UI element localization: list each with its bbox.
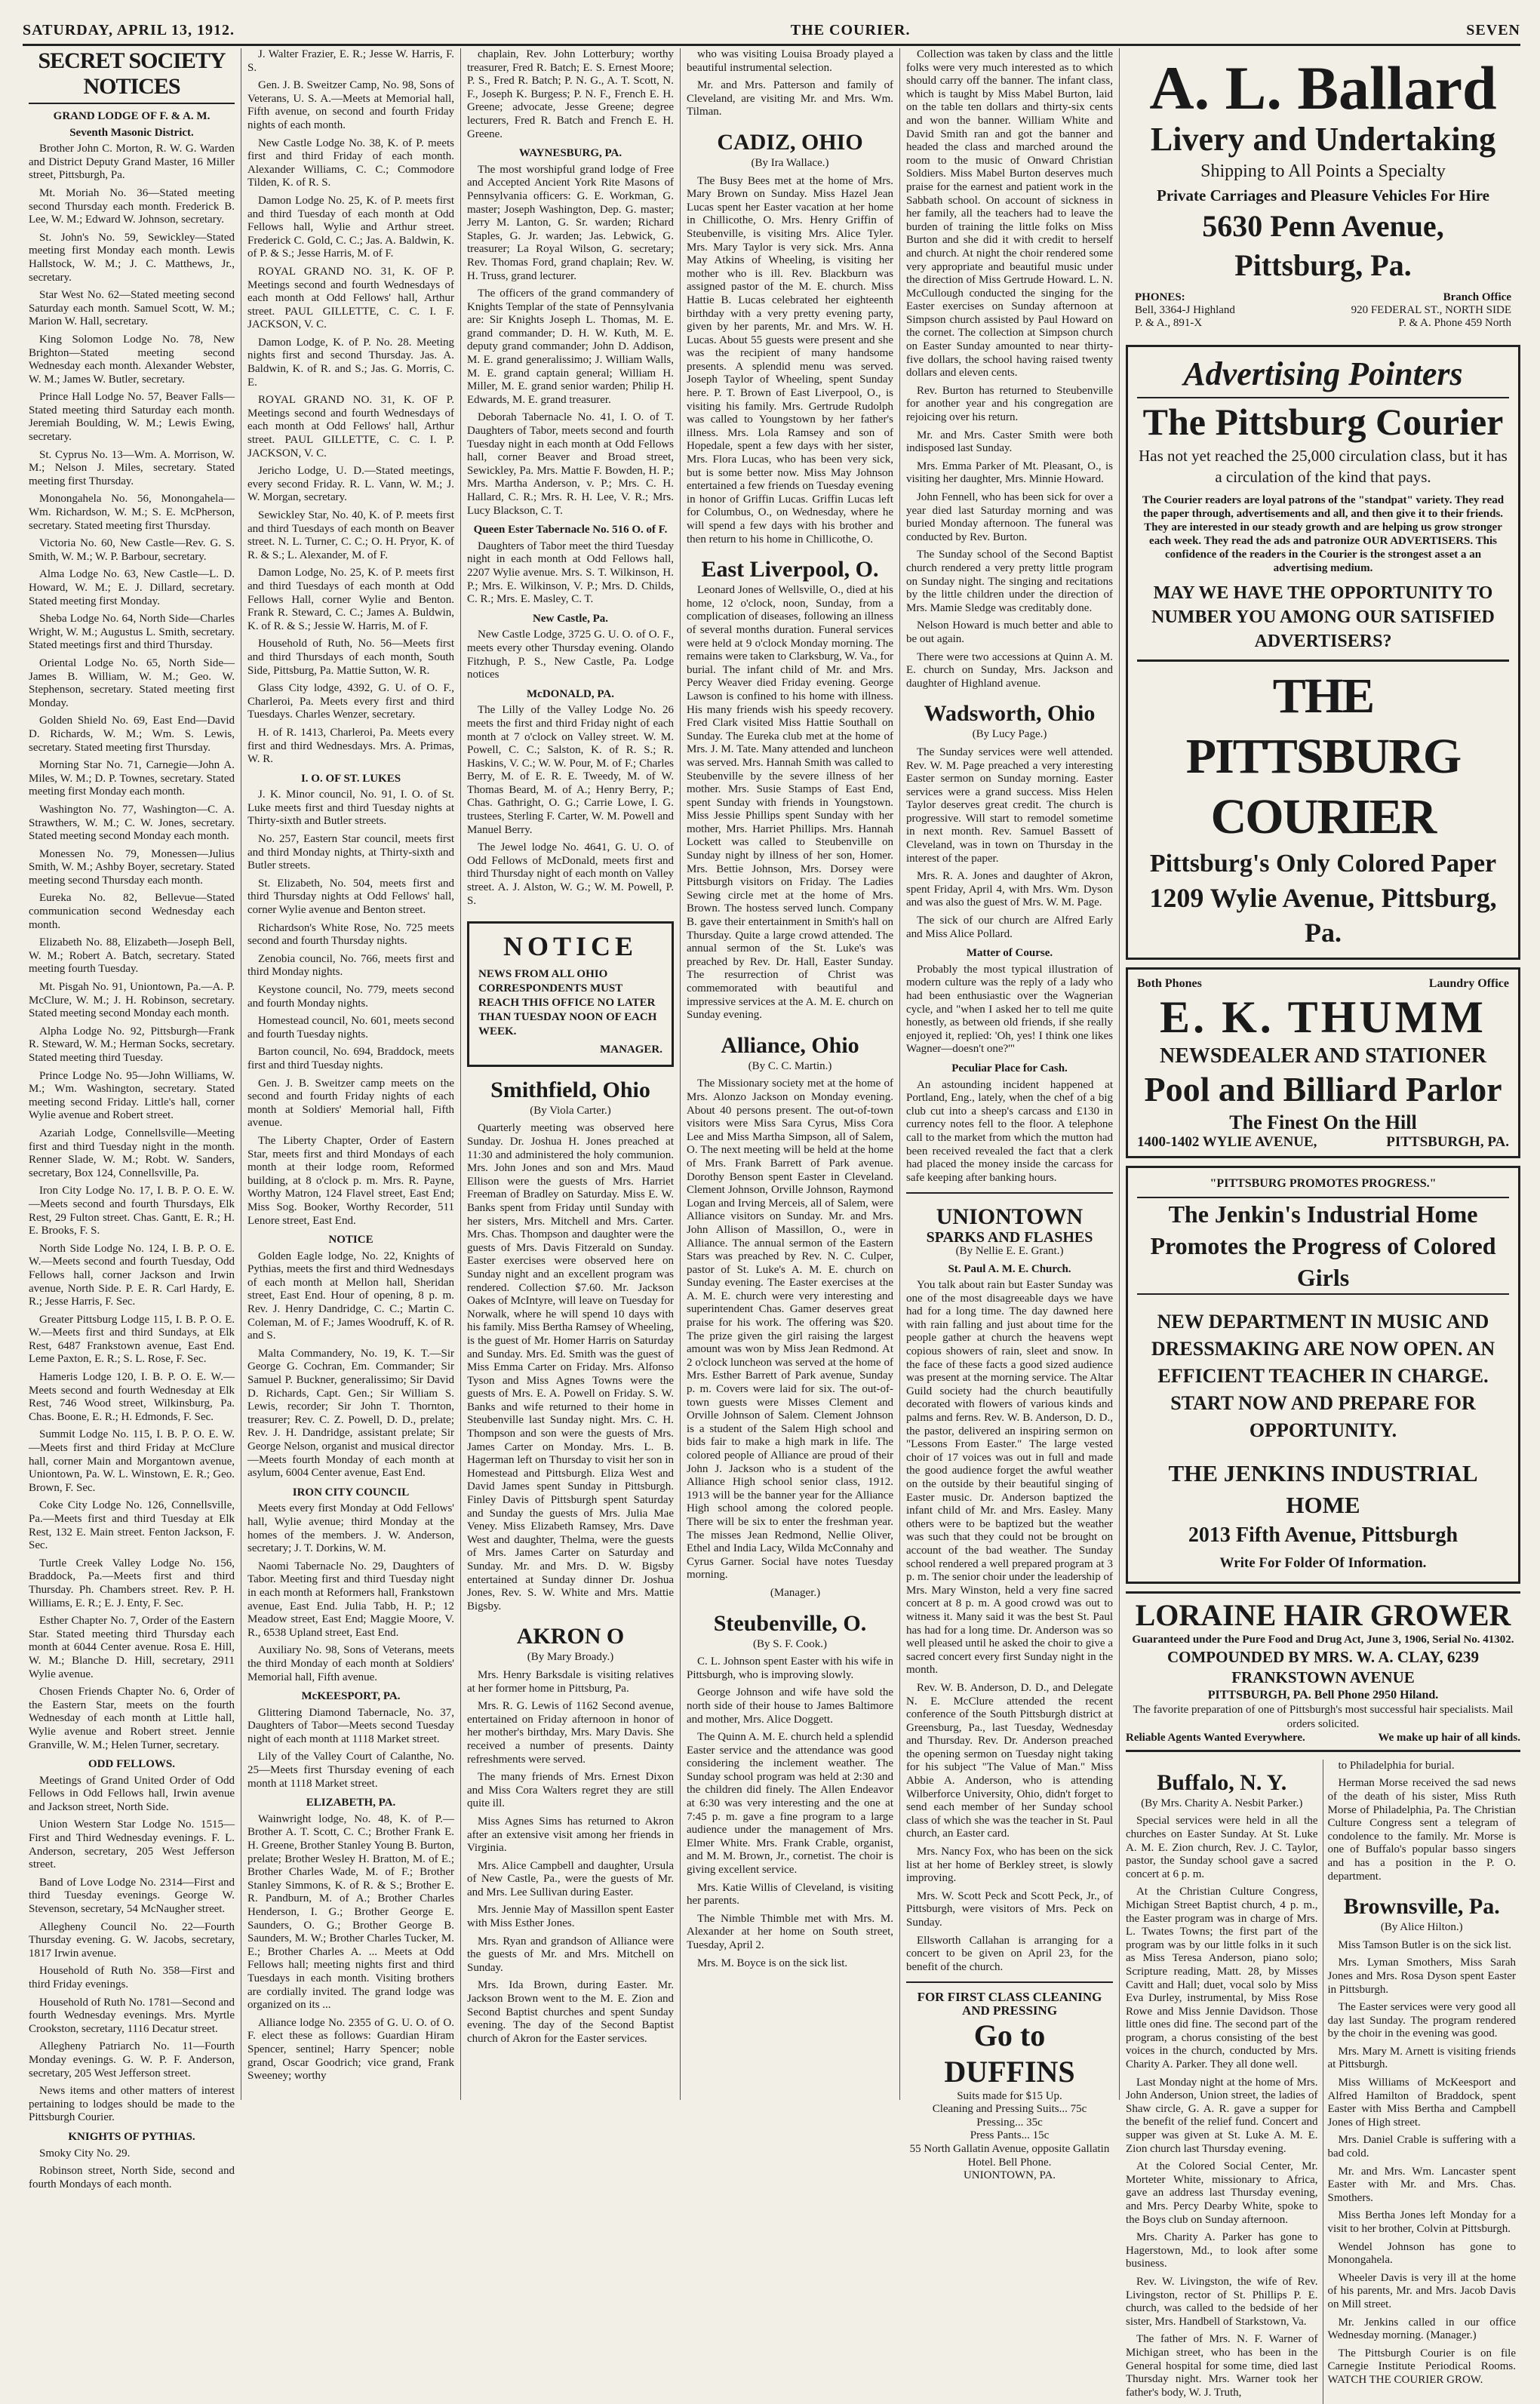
text-paragraph: J. K. Minor council, No. 91, I. O. of St. Luke meets first and third Tuesday nights at Thirty-sixth and Butler streets. — [247, 789, 454, 828]
text-paragraph: Mrs. Ida Brown, during Easter. Mr. Jackson Brown went to the M. E. Zion and Second Baptist churches and spent Sunday evening. The day of the Second Baptist church of Akron for the Easter services. — [467, 1979, 674, 2045]
text-paragraph: Golden Eagle lodge, No. 22, Knights of Pythias, meets the first and third Wednesdays of each month at Mellon hall, Sheridan street, East End. Hour of opening, 8 p. m. Rev. J. Henry Dandridge, C. C.; Martin C. Coleman, M. of F.; James Woodruff, K. of R. and S. — [247, 1250, 454, 1342]
text-paragraph: The Pittsburgh Courier is on file Carnegie Institute Periodical Rooms. WATCH THE COURIER GROW. — [1327, 2347, 1516, 2386]
iron-city-heading: IRON CITY COUNCIL — [292, 1486, 410, 1499]
text-paragraph: who was visiting Louisa Broady played a beautiful instrumental selection. — [687, 48, 893, 74]
jenkins-ad — [1126, 1166, 1520, 1584]
text-paragraph: We make up hair of all kinds. — [1378, 1732, 1520, 1745]
cadiz-text — [687, 175, 893, 547]
text-paragraph: The most worshipful grand lodge of Free and Accepted Ancient York Rite Masons of Pennsylvania officers: G. E. Workman, G. master; Joseph Washington, Dep. G. master; Jerry M. Lanton, G. Sr. warden; Richard Staples, G. Jr. warden; Jas. Lebwick, G. treasurer; La Royal Wilson, G. secretary; Rev. Thomas Ford, grand chaplain; Rev. W. H. Truss, grand lecturer. — [467, 163, 674, 282]
text-paragraph: Alpha Lodge No. 92, Pittsburgh—Frank R. Steward, W. M.; Herman Socks, secretary. Stated meeting third Tuesday. — [29, 1025, 235, 1064]
masthead — [23, 14, 1520, 46]
text-paragraph: Wheeler Davis is very ill at the home of his parents, Mr. and Mrs. Jacob Davis on Mill street. — [1327, 2271, 1516, 2310]
text-paragraph: George Johnson and wife have sold the north side of their house to James Baltimore and mother, Mrs. Alice Doggett. — [687, 1686, 893, 1726]
text-paragraph: Jericho Lodge, U. D.—Stated meetings, every second Friday. R. L. Vann, W. M.; J. W. Morgan, secretary. — [247, 465, 454, 504]
text-paragraph: Mt. Pisgah No. 91, Uniontown, Pa.—A. P. McClure, W. M.; J. H. Robinson, secretary. Stated meeting second Monday each month. — [29, 981, 235, 1020]
text-paragraph: Elizabeth No. 88, Elizabeth—Joseph Bell, W. M.; Robert A. Batch, secretary. Stated meeting fourth Tuesday. — [29, 936, 235, 976]
loraine-ad — [1126, 1591, 1520, 1752]
text-paragraph: Household of Ruth No. 358—First and third Friday evenings. — [29, 1965, 235, 1991]
iron-city-text — [247, 1502, 454, 1684]
text-paragraph: The many friends of Mrs. Ernest Dixon and Miss Cora Walters regret they are still quite ill. — [467, 1771, 674, 1810]
column-4 — [681, 48, 900, 2100]
text-paragraph: C. L. Johnson spent Easter with his wife in Pittsburgh, who is improving slowly. — [687, 1655, 893, 1681]
text-paragraph: Washington No. 77, Washington—C. A. Strawthers, W. M.; C. W. Jones, secretary. Stated meeting second Monday each month. — [29, 803, 235, 843]
text-paragraph: Allegheny Patriarch No. 11—Fourth Monday evenings. G. W. P. F. Anderson, secretary, 205 West Jefferson street. — [29, 2040, 235, 2080]
st-lukes-heading: I. O. OF ST. LUKES — [300, 772, 401, 785]
text-paragraph: Mrs. R. G. Lewis of 1162 Second avenue, entertained on Friday afternoon in honor of her mother's birthday, Mrs. Mary Davis. She received a number of presents. Dainty refreshments were served. — [467, 1700, 674, 1766]
text-paragraph: PITTSBURGH, PA. — [1386, 1133, 1509, 1150]
text-paragraph: Both Phones — [1137, 977, 1202, 990]
text-paragraph: Allegheny Council No. 22—Fourth Thursday evening. G. W. Jacobs, secretary, 1817 Irwin avenue. — [29, 1920, 235, 1960]
text-paragraph: Guaranteed under the Pure Food and Drug Act, June 3, 1906, Serial No. 41302. — [1132, 1634, 1514, 1646]
divider — [906, 1192, 1113, 1194]
matter-of-course-heading: Matter of Course. — [966, 947, 1053, 960]
odd-fellows-heading: ODD FELLOWS. — [88, 1758, 176, 1771]
text-paragraph: Coke City Lodge No. 126, Connellsville, Pa.—Meets first and third Tuesday at Elk Rest, 132 E. Main street. Fenton Jackson, F. Sec. — [29, 1499, 235, 1552]
text-paragraph: The officers of the grand commandery of Knights Templar of the state of Pennsylvania are: Sir Knights Joseph L. Thomas, M. E. grand commander; D. H. W. Kuth, M. E. deputy grand commander; John D. Addison, M. E. grand generalissimo; J. William Walls, M. E. grand captain general; William H. Miller, M. E. grand senior warden; Philip H. Edwards, M. E. grand treasurer. — [467, 287, 674, 406]
text-paragraph: Union Western Star Lodge No. 1515—First and Third Wednesday evenings. F. L. Anderson, secretary, 205 West Jefferson street. — [29, 1818, 235, 1871]
text-paragraph: Mrs. Lyman Smothers, Miss Sarah Jones and Mrs. Rosa Dyson spent Easter in Pittsburgh. — [1327, 1957, 1516, 1996]
columns — [23, 48, 1520, 2399]
text-paragraph: NEWSDEALER AND STATIONER — [1159, 1044, 1487, 1068]
text-paragraph: North Side Lodge No. 124, I. B. P. O. E. W.—Meets second and fourth Tuesday, Odd Fellows hall, corner Jackson and Irwin avenue, North Side. P. E. R. Carl Hardy, E. R.; Jesse Harris, F. Sec. — [29, 1242, 235, 1308]
text-paragraph: Naomi Tabernacle No. 29, Daughters of Tabor. Meeting first and third Tuesday night in each month at Reformers hall, Frankstown avenue, East End. Julia Tabb, H. P.; 12 Meadow street, East End; Maggie Moore, V. R., 6538 Upland street, East End. — [247, 1560, 454, 1639]
ohio-notice-box — [467, 921, 674, 1067]
text-paragraph: 1209 Wylie Avenue, Pittsburg, Pa. — [1149, 883, 1497, 948]
text-paragraph: Chosen Friends Chapter No. 6, Order of the Eastern Star, meets on the fourth Wednesday of each month at Little hall, Wylie avenue and Robert street. Jennie Granville, W. M.; Helen Turner, secretary. — [29, 1686, 235, 1751]
text-paragraph: to Philadelphia for burial. — [1338, 1759, 1455, 1772]
text-paragraph: Mr. and Mrs. Wm. Lancaster spent Easter with Mr. and Mrs. Chas. Smothers. — [1327, 2165, 1516, 2204]
text-paragraph: Richardson's White Rose, No. 725 meets second and fourth Thursday nights. — [247, 921, 454, 948]
text-paragraph: Meetings of Grand United Order of Odd Fellows in Odd Fellows hall, Irwin avenue and Jackson street, North Side. — [29, 1774, 235, 1813]
text-paragraph: The Courier readers are loyal patrons of the "standpat" variety. They read the paper through, advertisements and all, and then give it to their friends. They are interested in our steady growth and are helping us grow stronger each week. They read the ads and patronize OUR ADVERTISERS. This confidence of the readers in the Courier is the strongest asset a an advertising medium. — [1142, 494, 1505, 574]
text-paragraph: New Castle Lodge No. 38, K. of P. meets first and third Friday of each month. Alexander Williams, C. C.; Commodore Tilden, K. of R. S. — [247, 137, 454, 189]
waynesburg-text — [467, 164, 674, 518]
text-paragraph: New Castle Lodge, 3725 G. U. O. of O. F., meets every other Thursday evening. Olando Fitzhugh, P. S., New Castle, Pa. Lodge notices — [467, 629, 674, 681]
text-paragraph: COMPOUNDED BY MRS. W. A. CLAY, 6239 FRANKSTOWN AVENUE — [1167, 1648, 1480, 1687]
buffalo-heading: Buffalo, N. Y. — [1157, 1769, 1287, 1795]
text-paragraph: Glass City lodge, 4392, G. U. of O. F., Charleroi, Pa. Meets every first and third Tuesdays. Charles Wenzer, secretary. — [247, 682, 454, 721]
col3-text — [467, 48, 674, 141]
text-paragraph: Meets every first Monday at Odd Fellows' hall, Wylie avenue; third Monday at the homes of the members. J. W. Anderson, secretary; J. T. Dorkins, W. M. — [247, 1502, 454, 1555]
text-paragraph: Miss Williams of McKeesport and Alfred Hamilton of Braddock, spent Easter with Miss Bertha and Campbell Jones of High street. — [1327, 2077, 1516, 2129]
text-paragraph: Livery and Undertaking — [1150, 121, 1496, 158]
text-paragraph: Bell, 3364-J Highland — [1135, 304, 1235, 316]
text-paragraph: The favorite preparation of one of Pittsburgh's most successful hair specialists. Mail orders solicited. — [1133, 1704, 1514, 1731]
text-paragraph: The Finest On the Hill — [1229, 1111, 1417, 1133]
text-paragraph: Mr. and Mrs. Patterson and family of Cleveland, are visiting Mr. and Mrs. Wm. Tilman. — [687, 79, 893, 118]
new-castle-heading: New Castle, Pa. — [533, 612, 608, 625]
text-paragraph: chaplain, Rev. John Lotterbury; worthy treasurer, Fred R. Batch; E. S. Ernest Moore; P. S., Fred R. Batch; P. N. G., A. T. Scott, N. F., Joseph K. Burgess; P. N. F., French E. H. Greene; advocate, Jesse Greene; degree lecturers, Fred R. Batch and French E. H. Greene. — [467, 48, 674, 140]
text-paragraph: Barton council, No. 694, Braddock, meets first and third Tuesday nights. — [247, 1046, 454, 1071]
paper-name: THE COURIER. — [790, 22, 911, 38]
elizabeth-text — [247, 1813, 454, 2083]
text-paragraph: The Pittsburg Courier — [1142, 401, 1504, 443]
text-paragraph: 55 North Gallatin Avenue, opposite Gallatin Hotel. Bell Phone. — [909, 2142, 1110, 2169]
text-paragraph: Gen. J. B. Sweitzer Camp, No. 98, Sons of Veterans, U. S. A.—Meets at Memorial hall, Fifth avenue, on second and fourth Friday nights of each month. — [247, 79, 454, 131]
text-paragraph: Robinson street, North Side, second and fourth Mondays of each month. — [29, 2165, 235, 2190]
text-paragraph: Miss Tamson Butler is on the sick list. — [1338, 1938, 1512, 1951]
alliance-byline: (By C. C. Martin.) — [748, 1059, 832, 1072]
odd-fellows-text — [29, 1775, 235, 2125]
text-paragraph: 2013 Fifth Avenue, Pittsburgh — [1188, 1523, 1459, 1548]
text-paragraph: Miss Agnes Sims has returned to Akron after an extensive visit among her friends in Virginia. — [467, 1815, 674, 1855]
text-paragraph: Herman Morse received the sad news of the death of his sister, Miss Ruth Morse of Philadelphia, Pa. The Christian Culture Congress sent a telegram of condolence to the family. Mr. Morse is one of Buffalo's popular basso singers and has a position in the P. O. department. — [1327, 1777, 1516, 1883]
column-5 — [900, 48, 1120, 2182]
text-paragraph: Malta Commandery, No. 19, K. T.—Sir George G. Cochran, Em. Commander; Sir Samuel P. Buckner, generalissimo; Sir David D. Richards, Capt. Gen.; Sir William S. Lewis, recorder; Sir John T. Thornton, treasurer; Rev. C. Z. Powell, D. D., prelate; Rev. J. H. Dandridge, assistant prelate; Sir George Nelson, organist and musical director—Meets fourth Monday of each month at asylum, 6004 Center avenue, East End. — [247, 1347, 454, 1480]
text-paragraph: The Liberty Chapter, Order of Eastern Star, meets first and third Mondays of each month at their lodge room, Reformed building, at 8 o'clock p. m. Mrs. R. Payne, Worthy Matron, 124 Flavel street, East End; Miss Sog. Booker, Worthy Recorder, 511 Lenore street, East End. — [247, 1134, 454, 1227]
text-paragraph: J. Walter Frazier, E. R.; Jesse W. Harris, F. S. — [247, 48, 454, 74]
text-paragraph: News items and other matters of interest pertaining to lodges should be made to the Pittsburgh Courier. — [29, 2085, 235, 2124]
text-paragraph: ROYAL GRAND NO. 31, K. OF P. Meetings second and fourth Wednesdays of each month at Odd Fellows' hall, Arthur street. PAUL GILLETTE, C. C. I. F. JACKSON, V. C. — [247, 265, 454, 331]
text-paragraph: Mrs. Jennie May of Massillon spent Easter with Miss Esther Jones. — [467, 1904, 674, 1930]
alliance-heading: Alliance, Ohio — [721, 1032, 859, 1058]
text-paragraph: Pool and Billiard Parlor — [1144, 1069, 1502, 1108]
mcdonald-heading: McDONALD, PA. — [527, 687, 614, 700]
peculiar-place-heading: Peculiar Place for Cash. — [951, 1062, 1068, 1074]
divider — [906, 1981, 1113, 1983]
text-paragraph: Mrs. Emma Parker of Mt. Pleasant, O., is visiting her daughter, Mrs. Minnie Howard. — [906, 460, 1113, 486]
text-paragraph: The Sunday services were well attended. Rev. W. M. Page preached a very interesting Easter sermon on Sunday morning. Easter services were a grand success. Miss Helen Taylor deserves great credit. The church is progressive. Will start to remodel sometime in next month. Rev. Samuel Bassett of Cleveland, was in town on Thursday in the interest of the paper. — [906, 745, 1113, 865]
mckeesport-text — [247, 1707, 454, 1791]
buffalo-column — [1126, 1760, 1323, 2404]
text-paragraph: Victoria No. 60, New Castle—Rev. G. S. Smith, W. M.; W. P. Barbour, secretary. — [29, 537, 235, 563]
text-paragraph: Rev. W. Livingston, the wife of Rev. Livingston, rector of St. Phillips P. E. church, was called to the bedside of her sister, Mrs. Handbell of Starkstown, Va. — [1126, 2275, 1318, 2328]
text-paragraph: Golden Shield No. 69, East End—David D. Richards, W. M.; Wm. S. Lewis, secretary. Stated meeting first Thursday. — [29, 715, 235, 754]
section-title-secret-society: SECRET SOCIETY NOTICES — [29, 48, 235, 104]
akron-heading: AKRON O — [516, 1624, 625, 1649]
ballard-phones — [1135, 291, 1511, 330]
uniontown-heading: UNIONTOWN — [936, 1204, 1084, 1230]
text-paragraph: Daughters of Tabor meet the third Tuesday night in each month at Odd Fellows hall, 2207 Wylie avenue. Mrs. S. T. Wilkinson, H. P.; Mrs. E. Wilkinson, V. P.; Mrs. D. Childs, C. R.; Mrs. E. Masley, C. T. — [467, 540, 674, 606]
text-paragraph: Mr. and Mrs. Caster Smith were both indisposed last Sunday. — [906, 429, 1113, 455]
column-1 — [23, 48, 241, 2190]
text-paragraph: Ellsworth Callahan is arranging for a concert to be given on April 23, for the benefit of the church. — [906, 1934, 1113, 1973]
column-2 — [241, 48, 461, 2100]
wadsworth-text — [906, 746, 1113, 941]
ohio-notice-body: NEWS FROM ALL OHIO CORRESPONDENTS MUST REACH THIS OFFICE NO LATER THAN TUESDAY NOON OF EACH WEEK. — [478, 968, 657, 1038]
smithfield-byline: (By Viola Carter.) — [530, 1104, 611, 1117]
page-number: SEVEN — [1466, 22, 1520, 38]
text-paragraph: Azariah Lodge, Connellsville—Meeting first and third Tuesday night in the month. Renner Slade, W. M.; Robt. W. Sanders, secretary, Box 124, Connellsville, Pa. — [29, 1127, 235, 1179]
text-paragraph: P. & A. Phone 459 North — [1398, 317, 1511, 329]
text-paragraph: Mrs. Mary M. Arnett is visiting friends at Pittsburgh. — [1327, 2045, 1516, 2071]
text-paragraph: THE PITTSBURG COURIER — [1137, 659, 1509, 847]
col4-intro — [687, 48, 893, 119]
text-paragraph: Mrs. Henry Barksdale is visiting relatives at her former home in Pittsburg, Pa. — [467, 1668, 674, 1695]
knights-pythias-heading: KNIGHTS OF PYTHIAS. — [68, 2130, 195, 2143]
text-paragraph: Zenobia council, No. 766, meets first and third Monday nights. — [247, 952, 454, 979]
col1-text — [29, 143, 235, 1752]
duffins-name: Go to DUFFINS — [944, 2018, 1075, 2089]
buffalo-byline: (By Mrs. Charity A. Nesbit Parker.) — [1141, 1797, 1303, 1809]
text-paragraph: The Jenkin's Industrial Home Promotes the Progress of Colored Girls — [1137, 1197, 1509, 1295]
text-paragraph: THE JENKINS INDUSTRIAL HOME — [1168, 1460, 1478, 1519]
col2-text — [247, 48, 454, 767]
text-paragraph: Rev. Burton has returned to Steubenville for another year and his congregation are rejoicing over his return. — [906, 384, 1113, 424]
duffins-line1: FOR FIRST CLASS CLEANING AND PRESSING — [917, 1990, 1102, 2018]
text-paragraph: Collection was taken by class and the little folks were very much interested as to which should carry off the banner. The infant class, which is taught by Miss Mabel Burton, laid on the table ten dollars and thirty-six cents and won the banner. William White and David Smith ran and got the banner and headed the class and marched around the room to the music of Onward Christian Soldiers. Miss Mabel Burton deserves much praise for the earnest and patient work in the Sabbath school. On account of sickness in her family, all the teachers had to leave the burden of training the little folks on Miss Burton and she did it with credit to herself and church. At night the choir rendered some very appropriate and beautiful music under the direction of Miss Gertrude Howard. L. N. McCullough conducted the singing for the Easter exercises on Sunday afternoon at Simpson church assisted by Paul Howard on the cornet. The collection at Simpson church on Easter Sunday amounted to near thirty-five dollars, the school having raised twenty dollars and eleven cents. — [906, 48, 1113, 380]
grand-lodge-heading: GRAND LODGE OF F. & A. M. — [53, 110, 211, 122]
text-paragraph: 1400-1402 WYLIE AVENUE, — [1137, 1133, 1317, 1150]
text-paragraph: Esther Chapter No. 7, Order of the Eastern Star. Stated meeting third Thursday each month at 6044 Center avenue. Rosa E. Hill, W. M.; Blanche D. Hill, secretary, 2911 Wylie avenue. — [29, 1615, 235, 1680]
text-paragraph: Prince Hall Lodge No. 57, Beaver Falls—Stated meeting third Saturday each month. Jeremiah Boulding, W. M.; Lewis Ewing, secretary. — [29, 391, 235, 444]
text-paragraph: Suits made for $15 Up. — [957, 2089, 1062, 2102]
text-paragraph: King Solomon Lodge No. 78, New Brighton—Stated meeting second Wednesday each month. Alexander Webster, W. M.; James W. Butler, secretary. — [29, 333, 235, 386]
text-paragraph: Leonard Jones of Wellsville, O., died at his home, 12 o'clock, noon, Sunday, from a complication of diseases, following an illness of several months duration. Funeral services were held at 9 o'clock Monday morning. The remains were taken to Clarksburg, W. Va., for burial. The infant child of Mr. and Mrs. Percy Weaver died Friday evening. George Lawson is confined to his home with illness. His many friends wish his speedy recovery. Fred Clark visited Miss Hattie Southall on Sunday. The Eureka club met at the home of Mrs. J. M. Tate. Many attended and luncheon was served. Mrs. Hannah Smith was called to Steubenville by the severe illness of her mother. Mrs. Susie Stamps of East End, spent Sunday with friends in Youngstown. Miss Jessie Phillips spent Sunday with her mother, Mrs. Harriet Phillips. Mrs. Hannah Lockett was called to Steubenville on Sunday night by illness of her son, Homer. Mrs. Bettie Johnson, Mrs. Dorsey were Pittsburgh visitors on Friday. The Ladies Sewing circle met at the home of Mrs. Brown. The hostess served lunch. Company B. gave their entertainment in Smith's hall on Thursday. Quite a large crowd attended. The annual sermon of the St. Luke's was preached by Rev. Dr. Hall, Easter Sunday. The resurrection of Christ was commemorated with beautiful and impressive services at the A. M. E. church on Sunday evening. — [687, 584, 893, 1022]
district-heading: Seventh Masonic District. — [69, 126, 194, 139]
text-paragraph: Last Monday night at the home of Mrs. John Anderson, Union street, the ladies of Shaw circle, G. A. R. gave a supper for the benefit of the relief fund. Concert and supper was given at St. Luke A. M. E. Zion church last Thursday evening. — [1126, 2076, 1318, 2155]
mckeesport-heading: McKEESPORT, PA. — [301, 1690, 401, 1703]
new-castle-text — [467, 629, 674, 681]
text-paragraph: No. 257, Eastern Star council, meets first and third Monday nights, at Thirty-sixth and Butler streets. — [247, 833, 454, 872]
text-paragraph: Advertising Pointers — [1137, 355, 1509, 398]
wadsworth-heading: Wadsworth, Ohio — [924, 701, 1096, 727]
text-paragraph: Monessen No. 79, Monessen—Julius Smith, W. M.; Ashby Boyer, secretary. Stated meeting second Thursday each month. — [29, 847, 235, 887]
text-paragraph: Brother John C. Morton, R. W. G. Warden and District Deputy Grand Master, 16 Miller street, Pittsburgh, Pa. — [29, 143, 235, 182]
text-paragraph: Sheba Lodge No. 64, North Side—Charles Wright, W. M.; Augustus L. Smith, secretary. Stated meetings first and third Thursday. — [29, 613, 235, 652]
text-paragraph: There were two accessions at Quinn A. M. E. church on Sunday, Mrs. Jackson and daughter of Highland avenue. — [906, 650, 1113, 690]
text-paragraph: Morning Star No. 71, Carnegie—John A. Miles, W. M.; D. P. Townes, secretary. Stated meeting first Monday each month. — [29, 759, 235, 798]
text-paragraph: Alma Lodge No. 63, New Castle—L. D. Howard, W. M.; E. J. Dillard, secretary. Stated meeting first Monday. — [29, 568, 235, 607]
text-paragraph: Wendel Johnson has gone to Monongahela. — [1327, 2240, 1516, 2267]
text-paragraph: Mrs. R. A. Jones and daughter of Akron, spent Friday, April 4, with Mrs. Wm. Dyson and was also the guest of Mrs. W. M. Page. — [906, 870, 1113, 909]
notice-text — [247, 1250, 454, 1480]
text-paragraph: 5630 Penn Avenue, Pittsburg, Pa. — [1202, 209, 1444, 282]
text-paragraph: Wainwright lodge, No. 48, K. of P.—Brother A. T. Scott, C. C.; Brother Frank E. H. Greene, Brother Stanley Young B. Burton, prelate; Brother Wesley H. Bratton, M. of E.; Brother Charles Wade, M. of F.; Brother Stanley Simmons, K. of R. & S.; Brother E. R. Pandburn, M. of A.; Brother Charles Henderson, I. G.; Brother George E. Saunders, O. G.; Brother George B. Saunders, M. W.; Brother Charles Tucker, M. E.; Brother Charles A. ... Meets at Odd Fellows hall; meeting nights first and third Tuesdays in each month. Visiting brothers are cordially invited. The grand lodge was organized on its ... — [247, 1812, 454, 2012]
text-paragraph: An astounding incident happened at Portland, Eng., lately, when the chef of a big club cut into a sheep's carcass and £130 in currency notes fell to the floor. A telephone call to the market from which the mutton had been received revealed the fact that a clerk had placed the money inside the carcass for safe keeping after banking hours. — [906, 1078, 1113, 1184]
text-paragraph: The Sunday school of the Second Baptist church rendered a very pretty little program on Sunday night. The singing and recitations by the little children under the direction of Mrs. Mamie Sledge was creditably done. — [906, 549, 1113, 614]
text-paragraph: 920 FEDERAL ST., NORTH SIDE — [1351, 304, 1511, 316]
brownsville-heading: Brownsville, Pa. — [1343, 1894, 1500, 1920]
ballard-name: A. L. Ballard — [1149, 54, 1497, 122]
text-paragraph: The Nimble Thimble met with Mrs. M. Alexander at her home on South street, Tuesday, April 2. — [687, 1912, 893, 1951]
col6-subcolumns — [1126, 1760, 1520, 2404]
uniontown-byline: (By Nellie E. E. Grant.) — [955, 1244, 1064, 1257]
smithfield-text — [467, 1122, 674, 1613]
text-paragraph: Auxiliary No. 98, Sons of Veterans, meets the third Monday of each month at Soldiers' Memorial hall, Fifth avenue. — [247, 1644, 454, 1683]
sparks-subheading: SPARKS AND FLASHES — [926, 1229, 1093, 1247]
steubenville-heading: Steubenville, O. — [713, 1610, 867, 1636]
text-paragraph: St. Cyprus No. 13—Wm. A. Morrison, W. M.; Nelson J. Miles, secretary. Stated meeting first Thursday. — [29, 448, 235, 487]
text-paragraph: Glittering Diamond Tabernacle, No. 37, Daughters of Tabor—Meets second Tuesday night of each month at 1118 Market street. — [247, 1706, 454, 1745]
text-paragraph: The father of Mrs. N. F. Warner of Michigan street, who has been in the General hospital for some time, died last Thursday night. Mrs. Warner took her father's body, W. J. Truth, — [1126, 2333, 1318, 2399]
text-paragraph: Has not yet reached the 25,000 circulation class, but it has a circulation of the kind that pays. — [1139, 447, 1508, 486]
text-paragraph: Alliance lodge No. 2355 of G. U. O. of O. F. elect these as follows: Guardian Hiram Spencer, sentinel; Harry Spencer; noble grand, Oscar Goodrich; vice grand, Frank Sweeney; worthy — [247, 2016, 454, 2083]
text-paragraph: Pittsburg's Only Colored Paper — [1149, 850, 1497, 878]
text-paragraph: Branch Office — [1443, 291, 1511, 303]
text-paragraph: Press Pants... 15c — [970, 2129, 1050, 2142]
text-paragraph: Oriental Lodge No. 65, North Side—James B. William, W. M.; Geo. W. Stephenson, secretary. Stated meeting first Monday. — [29, 656, 235, 709]
waynesburg-heading: WAYNESBURG, PA. — [518, 147, 622, 160]
text-paragraph: Pressing... 35c — [976, 2116, 1043, 2129]
text-paragraph: Monongahela No. 56, Monongahela—Wm. Richardson, W. M.; S. E. McPherson, secretary. Stated meeting first Thursday. — [29, 493, 235, 532]
text-paragraph: Private Carriages and Pleasure Vehicles For Hire — [1157, 186, 1489, 204]
east-liverpool-text — [687, 584, 893, 1022]
text-paragraph: Nelson Howard is much better and able to be out again. — [906, 619, 1113, 645]
ohio-notice-title: NOTICE — [503, 931, 638, 962]
text-paragraph: The Quinn A. M. E. church held a splendid Easter service and the attendance was good considering the inclement weather. The Sunday school program was held at 2:30 and the children did finely. The Allen Endeavor at 6:30 was very interesting and the one at 7:45 p. m. gave a fine program to a large audience under the management of Mrs. Elmer White. Mrs. Frank Crable, organist, and M. M. Brown, Jr., cornetist. The choir is giving excellent service. — [687, 1731, 893, 1877]
text-paragraph: St. John's No. 59, Sewickley—Stated meeting first Monday each month. Lewis Hallstock, W. M.; J. C. Matthews, Jr., secretary. — [29, 231, 235, 284]
text-paragraph: Smoky City No. 29. — [39, 2147, 131, 2160]
text-paragraph: Deborah Tabernacle No. 41, I. O. of T. Daughters of Tabor, meets second and fourth Tuesday night in each month at Odd Fellows hall, corner Beaver and Broad street, Sewickley, Pa. Mrs. Mattie F. Bowden, H. P.; Mrs. Martha Anderson, v. P.; Mrs. C. H. Hallard, C. R.; Mrs. R. H. Lee, V. R.; Mrs. Lucy Blackson, C. T. — [467, 411, 674, 517]
issue-date: SATURDAY, APRIL 13, 1912. — [23, 22, 235, 38]
text-paragraph: The Lilly of the Valley Lodge No. 26 meets the first and third Friday night of each month at 7 o'clock on Valley street. W. M. Powell, C. C.; Salston, K. of R. S.; R. Haskins, V. C.; W. W. Pour, M. of F.; Charles Berry, M. of E. R. E. Tweedy, M. of W. Thomas Beard, M. of A.; Henry Berry, P.; Chas. Gathright, O. G.; Carrie Lowe, I. G. trustees, Sterling F. Carter, W. M. Powell and Manuel Berry. — [467, 704, 674, 836]
text-paragraph: Damon Lodge No. 25, K. of P. meets first and third Tuesday of each month at Odd Fellows hall, Wylie and Arthur street. Frederick C. Gold, C. C.; Jas. A. Baldwin, K. of P. & S.; Jesse Harris, M. of F. — [247, 194, 454, 260]
elizabeth-heading: ELIZABETH, PA. — [306, 1797, 396, 1809]
text-paragraph: Mrs. Nancy Fox, who has been on the sick list at her home of Berkley street, is slowly improving. — [906, 1846, 1113, 1885]
steubenville-text — [687, 1655, 893, 1970]
text-paragraph: At the Colored Social Center, Mr. Morteter White, missionary to Africa, gave an address last Thursday evening, and Mrs. Percy Dearby White, spoke to the Boys club on Sunday afternoon. — [1126, 2160, 1318, 2226]
uniontown-text — [906, 1279, 1113, 1974]
text-paragraph: Damon Lodge, K. of P. No. 28. Meeting nights first and second Thursday. Jas. A. Baldwin, K. of R. and S.; Jas. G. Morris, C. E. — [247, 336, 454, 389]
text-paragraph: Mrs. Ryan and grandson of Alliance were the guests of Mr. and Mrs. Mitchell on Sunday. — [467, 1935, 674, 1974]
text-paragraph: The Missionary society met at the home of Mrs. Alonzo Jackson on Monday evening. About 40 persons present. The out-of-town visitors were Miss Sara Cyrus, Miss Cora Lee and Miss Martha Simpson, all of Salem, O. The next meeting will be held at the home of Mrs. Frank Barrett of Park avenue. Dorothy Benson spent Easter in Cleveland. Clement Johnson, Orville Johnson, Raymond Logan and Irving Merceis, all of Salem, were Alliance visitors on Sunday. Mr. and Mrs. John Allison of Massillon, O., were in Alliance. The annual sermon of the Eastern Stars was preached by Rev. N. C. Culper, pastor of St. Luke's A. M. E. church on Sunday evening. The Easter exercises at the A. M. E. church were very interesting and superintendent Chas. Gamer deserves great praise for his work. The offering was $20. The prize given the girl raising the largest amount was won by Miss Jean Redmond. At 2 o'clock luncheon was served at the home of Mrs. Esther Barrett of Park avenue, Sunday p. m. Covers were laid for six. The out-of-town guests were Misses Clement and Orville Johnson of Salem. Clement Johnson is a student of the Salem High school and bids fair to make a high mark in life. The colored people of Alliance are proud of their John J. Jackson who is a student of the Alliance High school senior class, 1912. 1913 will be the banner year for the Alliance High school among the colored people. There will be six to enter the freshman year. The misses Jean Redmond, Nellie Oliver, Ethel and India Lacy, Wilda McConnahy and Cyrus Garner. Social have notes Tuesday morning. — [687, 1077, 893, 1582]
text-paragraph: Band of Love Lodge No. 2314—First and third Tuesday evenings. George W. Stevenson, secretary, 54 McNaugher street. — [29, 1876, 235, 1916]
st-lukes-text — [247, 789, 454, 1228]
text-paragraph: Special services were held in all the churches on Easter Sunday. At St. Luke A. M. E. Zion church, Rev. J. C. Taylor, pastor, the Sunday school gave a sacred concert at 6 p. m. — [1126, 1815, 1318, 1880]
text-paragraph: Shipping to All Points a Specialty — [1200, 161, 1446, 181]
text-paragraph: E. K. THUMM — [1160, 991, 1486, 1042]
text-paragraph: PHONES: — [1135, 291, 1185, 303]
duffins-ad — [906, 1991, 1113, 2182]
text-paragraph: Cleaning and Pressing Suits... 75c — [932, 2103, 1087, 2116]
wadsworth-byline: (By Lucy Page.) — [972, 728, 1047, 741]
text-paragraph: Reliable Agents Wanted Everywhere. — [1126, 1732, 1305, 1745]
akron-byline: (By Mary Broady.) — [527, 1651, 614, 1664]
column-6 — [1120, 48, 1520, 2399]
text-paragraph: NEW DEPARTMENT IN MUSIC AND DRESSMAKING ARE NOW OPEN. AN EFFICIENT TEACHER IN CHARGE. START NOW AND PREPARE FOR OPPORTUNITY. — [1151, 1311, 1495, 1442]
text-paragraph: Rev. W. B. Anderson, D. D., and Delegate N. E. McClure attended the recent conference of the South Pittsburgh district at Greensburg, Pa., last Tuesday, Wednesday and Thursday. Rev. Dr. Anderson preached the opening sermon on Tuesday night taking for his subject "The Value of Man." Miss Abbie A. Anderson, who is attending Wilberforce University, Ohio, didn't forget to send each member of her Sunday school class of which she was the teacher in St. Paul church, an Easter card. — [906, 1681, 1113, 1840]
text-paragraph: H. of R. 1413, Charleroi, Pa. Meets every first and third Wednesdays. Mrs. A. Primas, W. R. — [247, 726, 454, 766]
east-liverpool-heading: East Liverpool, O. — [701, 557, 879, 583]
steubenville-byline: (By S. F. Cook.) — [753, 1637, 827, 1650]
text-paragraph: Household of Ruth, No. 56—Meets first and third Thursdays of each month, South Side, Pittsburg, Pa. Mattie Sutton, W. R. — [247, 638, 454, 677]
text-paragraph: Mrs. Katie Willis of Cleveland, is visiting her parents. — [687, 1881, 893, 1908]
text-paragraph: Mrs. Daniel Crable is suffering with a bad cold. — [1327, 2134, 1516, 2160]
column-3 — [461, 48, 681, 2100]
text-paragraph: Hameris Lodge 120, I. B. P. O. E. W.—Meets second and fourth Wednesday at Elk Rest, 746 Wood street, Wilkinsburg, Pa. Chas. Boone, E. R.; H. Edmonds, F. Sec. — [29, 1371, 235, 1423]
mcdonald-text — [467, 704, 674, 908]
brownsville-byline: (By Alice Hilton.) — [1380, 1921, 1463, 1934]
text-paragraph: Eureka No. 82, Bellevue—Stated communication second Wednesday each month. — [29, 892, 235, 931]
thumm-ad — [1126, 967, 1520, 1158]
text-paragraph: Gen. J. B. Sweitzer camp meets on the second and fourth Friday nights of each month at Soldiers' Memorial hall, Fifth avenue. — [247, 1077, 454, 1130]
text-paragraph: MAY WE HAVE THE OPPORTUNITY TO NUMBER YOU AMONG OUR SATISFIED ADVERTISERS? — [1151, 583, 1495, 651]
text-paragraph: Mrs. W. Scott Peck and Scott Peck, Jr., of Pittsburgh, were visitors of Mrs. Peck on Sunday. — [906, 1889, 1113, 1929]
text-paragraph: The Jewel lodge No. 4641, G. U. O. of Odd Fellows of McDonald, meets first and third Thursday night of each month on Valley street. A. J. Alston, W. G.; W. M. Powell, P. S. — [467, 841, 674, 907]
text-paragraph: You talk about rain but Easter Sunday was one of the most disagreeable days we have had for a long time. The day dawned here with rain falling and just about time for the people gather at church the heavens wept copious showers of rain, sleet and snow. In the face of these facts a good sized audience was present at the morning service. The Altar Guild society had the church beautifully decorated with flowers of various kinds and palms and ferns. Rev. W. B. Anderson, D. D., the pastor, delivered an inspiring sermon on "Lessons From Easter." The large vested choir of 17 voices was out in full and made the good audience forget the awful weather on the outside by their beautiful singing of Easter music. Dr. Anderson baptized the infant child of Mr. and Mrs. Easley. Many others were to be baptized but the weather was such that they could not be brought on account of the bad weather. The Sunday school rendered a well prepared program at 3 p. m. The senior choir under the leadership of Mrs. Mary Winston, held a very fine sacred concert at 8 p. m. A good crowd was out to witness it. Many said it was the best St. Paul has had for a long time. Dr. Anderson was so well pleased until he asked the choir to give a sacred concert every first Sunday night in the month. — [906, 1279, 1113, 1677]
text-paragraph: The sick of our church are Alfred Early and Miss Alice Pollard. — [906, 915, 1113, 940]
text-paragraph: Turtle Creek Valley Lodge No. 156, Braddock, Pa.—Meets first and third Thursday. Ph. Chambers street. Rev. P. H. Williams, E. R.; E. J. Enty, F. Sec. — [29, 1557, 235, 1609]
text-paragraph: ROYAL GRAND NO. 31, K. OF P. Meetings second and fourth Wednesdays of each month at Odd Fellows' hall, Arthur street. PAUL GILLETTE, C. C. I. P. JACKSON, V. C. — [247, 394, 454, 460]
text-paragraph: At the Christian Culture Congress, Michigan Street Baptist church, 4 p. m., the Easter program was in charge of Mrs. L. Twates Towns; the first part of the program was by our little folks in it such as Miss Teresa Anderson, piano solo; Scripture reading, Matt. 28, by Misses Cavitt and Hall; duet, vocal solo by Miss Eva Durley, instrumental, by Miss Rose Rowe and Miss Jennie Davidson. Those little ones did fine. The second part of the program, a chorus consisting of the best voices in the church, conducted by Mrs. Charity A. Parker. They all done well. — [1126, 1886, 1318, 2071]
text-paragraph: Mrs. Charity A. Parker has gone to Hagerstown, Md., to look after some business. — [1126, 2231, 1318, 2270]
queen-ester-text — [467, 540, 674, 607]
cadiz-byline: (By Ira Wallace.) — [751, 156, 829, 169]
ohio-notice-sign: MANAGER. — [600, 1044, 662, 1056]
text-paragraph: Laundry Office — [1428, 977, 1509, 990]
text-paragraph: The Busy Bees met at the home of Mrs. Mary Brown on Sunday. Miss Hazel Jean Lucas spent her Easter vacation at her home in Chillicothe, O. Mrs. Henry Griffin of Steubenville, is visiting Mrs. Alice Tyler. Mrs. Mary Taylor is very sick. Mrs. Anna May Atkins of Wheeling, is visiting her mother who is ill. Rev. Blackburn was assigned pastor of the M. E. church. Miss Hattie B. Lucas celebrated her eighteenth birthday with a very pretty evening party, given by her parents, Mr. and Mrs. W. H. Lucas. About 55 guests were present and she was the recipient of many handsome presents. A splendid menu was served. Joseph Taylor of Wheeling, spent Sunday here. P. T. Brown of East Liverpool, O., is visiting his family. Mrs. Gertrude Rudolph was called to Youngstown by her father's illness. Mrs. Lola Ramsey and son of Hopedale, spent a few days with her sister, Mrs. Flora Lucas, who has been very sick, but is some better now. Miss May Johnson entertained a few friends on Tuesday evening in honor of Griffin Lucas. Griffin Lucas left for Columbus, O., on Wednesday, where he will spend a few days with his brother and then return to his home in Chillicothe, O. — [687, 174, 893, 546]
text-paragraph: Damon Lodge, No. 25, K. of P. meets first and third Tuesdays of each month at Odd Fellows Hall, corner Wylie and Benton. Frank R. Steward, C. C.; James A. Buldwin, K. of R. & S.; Jessie W. Harris, M. of F. — [247, 567, 454, 632]
text-paragraph: Quarterly meeting was observed here Sunday. Dr. Joshua H. Jones preached at 11:30 and administered the holy communion. Mrs. John Jones and son and Mrs. Maud Ellison were the guests of Mrs. Harriet Freeman of Bradley on Saturday. Miss E. W. Banks spent from Friday until Sunday with her sisters, Mrs. Mitchell and Mrs. Carter. Mrs. Chas. Thompson and daughter were the guests of Mrs. Davis Fitzerald on Sunday. Easter exercises were observed here on Sunday night and an excellent program was rendered. Collection $7.60. Mr. Jackson Oakes of McIntyre, will leave on Tuesday for Norwalk, where he will spend 10 days with his family. Miss Bertha Ramsey of Wheeling, is the guest of Mr. Homer Harris on Saturday and Sunday. Mrs. Ed. Smith was the guest of Miss Emma Carter on Friday. Mrs. Alfonso Tyson and Miss Agnes Towns were the guests of Mrs. E. A. Powell on Friday. S. W. Banks and wife returned to their home in Steubenville last Sunday night. Mrs. C. H. Thompson and son were the guests of Mrs. James Carter on Monday. Mrs. L. B. Hagerman left on Thursday to visit her son in Homestead and Pittsburgh. Eliza West and David James spent Sunday in Pittsburgh. Finley Davis of Pittsburgh spent Saturday and Sunday the guests of Mrs. Julia Mae Veney. Miss Elizabeth Ramsey, Mrs. Dave West and daughter, Thelma, were the guests of Mrs. James Carter on Saturday and Sunday. Mr. and Mrs. D. W. Bigsby entertained at Sunday dinner Dr. Joshua Jones, Rev. S. W. White and Mrs. Mattie Bigsby. — [467, 1122, 674, 1612]
text-paragraph: Household of Ruth No. 1781—Second and fourth Wednesday evenings. Mrs. Myrtle Crookston, secretary, 1116 Decatur street. — [29, 1996, 235, 2035]
text-paragraph: St. Elizabeth, No. 504, meets first and third Thursday nights at Odd Fellows' hall, corner Wylie avenue and Benton street. — [247, 877, 454, 917]
matter-of-course-text — [906, 964, 1113, 1056]
text-paragraph: Mrs. Alice Campbell and daughter, Ursula of New Castle, Pa., were the guests of Mr. and Mrs. Lee Sullivan during Easter. — [467, 1859, 674, 1898]
text-paragraph: LORAINE HAIR GROWER — [1135, 1598, 1511, 1633]
text-paragraph: Summit Lodge No. 115, I. B. P. O. E. W.—Meets first and third Friday at McClure hall, corner Main and Morgantown avenue, Uniontown, Pa. W. L. Winstown, E. R.; Geo. Brown, F. Sec. — [29, 1428, 235, 1494]
st-paul-heading: St. Paul A. M. E. Church. — [948, 1262, 1071, 1275]
knights-pythias-text — [29, 2147, 235, 2192]
text-paragraph: Lily of the Valley Court of Calanthe, No. 25—Meets first Thursday evening of each month at 1118 Market street. — [247, 1751, 454, 1790]
text-paragraph: Mt. Moriah No. 36—Stated meeting second Thursday each month. Frederick B. Lee, W. M.; Edward W. Johnson, secretary. — [29, 186, 235, 226]
text-paragraph: (Manager.) — [770, 1586, 821, 1599]
cadiz-heading: CADIZ, OHIO — [717, 129, 863, 155]
text-paragraph: Mrs. M. Boyce is on the sick list. — [697, 1957, 848, 1969]
ballard-ad — [1126, 48, 1520, 337]
brownsville-column — [1323, 1760, 1521, 2404]
peculiar-place-text — [906, 1079, 1113, 1185]
text-paragraph: Greater Pittsburg Lodge 115, I. B. P. O. E. W.—Meets first and third Sundays, at Elk Rest, 6487 Frankstown avenue, East End. Leme Paxton, E. R.; S. L. Rose, F. Sec. — [29, 1313, 235, 1366]
text-paragraph: Star West No. 62—Stated meeting second Saturday each month. Samuel Scott, W. M.; Marion W. Hall, secretary. — [29, 289, 235, 328]
notice-heading: NOTICE — [328, 1234, 373, 1247]
text-paragraph: Probably the most typical illustration of modern culture was the reply of a lady who had been enthusiastic over the Wagnerian cycle, and "when I asked her to tell me quite honestly, as between old friends, if she really enjoyed it, replied: 'Oh, yes! I think one likes Wagner—doesn't one?'" — [906, 963, 1113, 1056]
text-paragraph: Write For Folder Of Information. — [1219, 1555, 1427, 1572]
text-paragraph: Sewickley Star, No. 40, K. of P. meets first and third Tuesdays of each month on Beaver street. N. L. Turner, C. C.; O. H. Pryor, K. of R. & S.; L. Alexander, M. of F. — [247, 509, 454, 561]
akron-text — [467, 1669, 674, 2046]
text-paragraph: Mr. Jenkins called in our office Wednesday morning. (Manager.) — [1327, 2316, 1516, 2342]
text-paragraph: Keystone council, No. 779, meets second and fourth Monday nights. — [247, 984, 454, 1010]
alliance-text — [687, 1077, 893, 1600]
smithfield-heading: Smithfield, Ohio — [490, 1077, 650, 1102]
col5-intro — [906, 48, 1113, 690]
text-paragraph: P. & A., 891-X — [1135, 317, 1203, 329]
text-paragraph: The Easter services were very good all day last Sunday. The program rendered by the choir in the evening was good. — [1327, 2001, 1516, 2040]
text-paragraph: Iron City Lodge No. 17, I. B. P. O. E. W.—Meets second and fourth Thursdays, Elk Rest, 29 Fulton street. Chas. Gantt, E. R.; H. E. Brooks, F. S. — [29, 1185, 235, 1237]
text-paragraph: UNIONTOWN, PA. — [963, 2169, 1056, 2182]
text-paragraph: "PITTSBURG PROMOTES PROGRESS." — [1210, 1177, 1437, 1191]
text-paragraph: Prince Lodge No. 95—John Williams, W. M.; Wm. Washington, secretary. Stated meeting second Friday. Little's hall, corner Wylie avenue and Robert street. — [29, 1069, 235, 1122]
text-paragraph: Miss Bertha Jones left Monday for a visit to her brother, Colvin at Pittsburgh. — [1327, 2209, 1516, 2235]
text-paragraph: PITTSBURGH, PA. Bell Phone 2950 Hiland. — [1207, 1689, 1439, 1702]
text-paragraph: John Fennell, who has been sick for over a year died last Saturday morning and was buried Monday afternoon. The funeral was conducted by Rev. Burton. — [906, 491, 1113, 543]
text-paragraph: Homestead council, No. 601, meets second and fourth Tuesday nights. — [247, 1015, 454, 1041]
courier-pointers-ad — [1126, 345, 1520, 960]
queen-ester-heading: Queen Ester Tabernacle No. 516 O. of F. — [473, 524, 668, 536]
